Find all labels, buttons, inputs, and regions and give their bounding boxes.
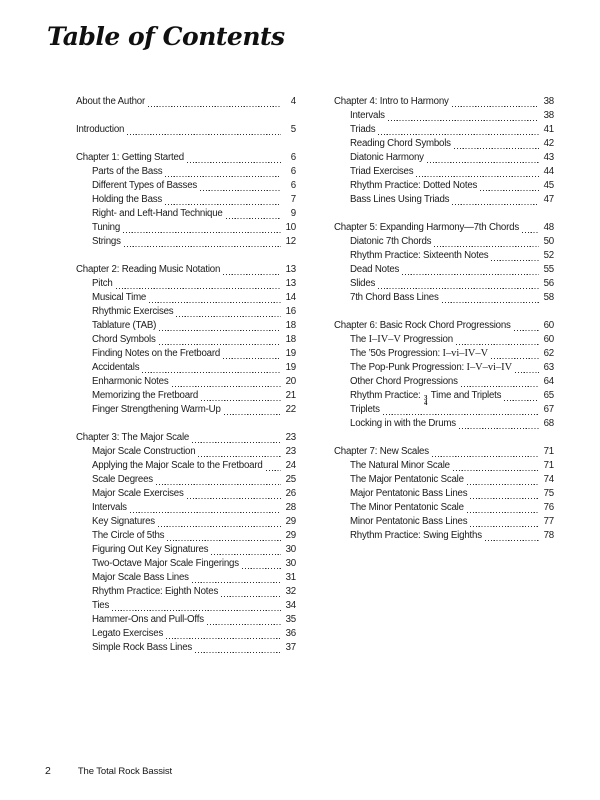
dot-leader [266,470,281,471]
dot-leader [158,526,281,527]
toc-chapter-entry [76,151,296,165]
footer-page-number: 2 [45,765,51,777]
dot-leader [522,232,539,233]
dot-leader [127,134,281,135]
toc-entry [76,193,296,207]
toc-entry-label: Other Chord Progressions [350,376,458,387]
toc-entry-label: Finger Strengthening Warm-Up [92,404,221,415]
toc-page-number: 71 [543,446,554,457]
toc-entry-label: Parts of the Bass [92,166,163,177]
toc-entry [334,515,554,529]
toc-entry [334,487,554,501]
toc-entry-label: Enharmonic Notes [92,376,169,387]
toc-page-number: 29 [285,530,296,541]
toc-entry-label: Tablature (TAB) [92,320,157,331]
toc-page-number: 19 [285,348,296,359]
toc-page-number: 41 [543,124,554,135]
toc-page-number: 12 [285,236,296,247]
toc-entry [76,627,296,641]
toc-entry-label [350,333,453,347]
toc-entry [334,459,554,473]
dot-leader [172,386,282,387]
toc-entry-label: Chapter 5: Expanding Harmony—7th Chords [334,222,519,233]
toc-page-number: 10 [285,222,296,233]
dot-leader [378,288,539,289]
toc-entry-label: The Circle of 5ths [92,530,165,541]
toc-entry-label: Intervals [350,110,385,121]
toc-entry-label-part: Rhythm Practice: [350,390,424,401]
dot-leader [452,204,539,205]
toc-page-number: 45 [543,180,554,191]
toc-entry-label: About the Author [76,96,145,107]
dot-leader [207,624,281,625]
toc-entry [76,305,296,319]
toc-page-number: 6 [290,166,296,177]
toc-page-number: 74 [543,474,554,485]
toc-group [76,263,296,417]
toc-entry [334,417,554,431]
toc-page-number: 58 [543,292,554,303]
toc-entry [334,263,554,277]
toc-entry-label: Legato Exercises [92,628,164,639]
toc-page-number: 18 [285,320,296,331]
dot-leader [198,456,281,457]
toc-page-number: 64 [543,376,554,387]
toc-page-number: 30 [285,558,296,569]
toc-page-number: 55 [543,264,554,275]
toc-entry-label-part: I–V–vi–IV [466,362,513,373]
toc-entry-label: Locking in with the Drums [350,418,456,429]
dot-leader [402,274,539,275]
toc-chapter-entry [76,123,296,137]
toc-chapter-entry [76,95,296,109]
dot-leader [192,582,281,583]
toc-column-left [76,95,296,669]
toc-entry [76,221,296,235]
toc-page-number: 7 [290,194,296,205]
toc-entry-label: The Minor Pentatonic Scale [350,502,464,513]
toc-entry-label: Chord Symbols [92,334,156,345]
toc-entry [76,487,296,501]
dot-leader [165,204,281,205]
toc-entry [76,333,296,347]
toc-page-number: 32 [285,586,296,597]
dot-leader [514,330,539,331]
toc-entry [334,375,554,389]
toc-entry-label: Bass Lines Using Triads [350,194,450,205]
toc-entry-label: Musical Time [92,292,147,303]
toc-entry-label-part: I–IV–V [368,334,401,345]
toc-entry-label: Triads [350,124,376,135]
toc-entry-label: 7th Chord Bass Lines [350,292,439,303]
toc-entry [76,515,296,529]
toc-entry-label: Holding the Bass [92,194,163,205]
dot-leader [211,554,281,555]
toc-entry [76,585,296,599]
toc-entry [334,165,554,179]
toc-page-number: 43 [543,152,554,163]
toc-entry-label: Rhythm Practice: Eighth Notes [92,586,219,597]
dot-leader [142,372,281,373]
toc-entry-label: Simple Rock Bass Lines [92,642,193,653]
toc-page-number: 77 [543,516,554,527]
dot-leader [112,610,281,611]
dot-leader [452,106,539,107]
toc-entry [76,445,296,459]
dot-leader [226,218,281,219]
toc-page-number: 67 [543,404,554,415]
page-footer [45,765,172,777]
dot-leader [515,372,539,373]
toc-page-number: 24 [285,460,296,471]
toc-entry-label-part: Time and Triplets [428,390,502,401]
toc-entry [76,291,296,305]
toc-group [76,123,296,137]
toc-page-number: 29 [285,516,296,527]
toc-entry-label-part: I–vi–IV–V [442,348,489,359]
toc-entry-label: Introduction [76,124,125,135]
toc-entry [76,613,296,627]
dot-leader [167,540,281,541]
toc-entry [334,333,554,347]
toc-page-number: 38 [543,110,554,121]
toc-page-number: 76 [543,502,554,513]
toc-entry [76,347,296,361]
toc-entry [334,123,554,137]
toc-page-number: 13 [285,264,296,275]
dot-leader [156,484,281,485]
dot-leader [123,232,281,233]
toc-entry [76,599,296,613]
toc-page-number: 35 [285,614,296,625]
toc-page-number: 26 [285,488,296,499]
toc-group [76,151,296,249]
toc-entry [334,249,554,263]
toc-entry [76,389,296,403]
toc-entry [76,459,296,473]
dot-leader [200,190,281,191]
dot-leader [124,246,281,247]
dot-leader [149,302,281,303]
dot-leader [442,302,539,303]
toc-entry-label: Ties [92,600,110,611]
toc-entry-label: Chapter 3: The Major Scale [76,432,190,443]
dot-leader [485,540,539,541]
toc-chapter-entry [76,263,296,277]
toc-columns [76,95,554,669]
toc-entry-label: The Major Pentatonic Scale [350,474,464,485]
toc-page-number: 9 [290,208,296,219]
toc-entry [76,277,296,291]
toc-entry-label: Hammer-Ons and Pull-Offs [92,614,204,625]
dot-leader [159,330,281,331]
toc-group [76,95,296,109]
dot-leader [187,498,281,499]
toc-page-number: 14 [285,292,296,303]
dot-leader [148,106,281,107]
toc-entry-label-part: Progression [400,334,453,345]
toc-entry [76,165,296,179]
toc-entry-label: The Natural Minor Scale [350,460,450,471]
toc-entry [76,179,296,193]
dot-leader [491,358,539,359]
dot-leader [416,176,539,177]
toc-page-number: 48 [543,222,554,233]
toc-group [334,319,554,431]
toc-entry-label: Chapter 6: Basic Rock Chord Progressions [334,320,511,331]
toc-entry-label [350,361,512,375]
toc-entry-label: Chapter 4: Intro to Harmony [334,96,449,107]
toc-page-number: 28 [285,502,296,513]
toc-page-number: 52 [543,250,554,261]
dot-leader [223,358,281,359]
toc-entry-label: Tuning [92,222,121,233]
page-title: Table of Contents [47,22,285,51]
toc-entry-label: Major Scale Exercises [92,488,184,499]
dot-leader [176,316,281,317]
dot-leader [166,638,281,639]
toc-page-number: 34 [285,600,296,611]
toc-entry [334,137,554,151]
toc-entry-label: Triad Exercises [350,166,414,177]
toc-page-number: 6 [290,180,296,191]
toc-page-number: 44 [543,166,554,177]
toc-entry-label: Rhythm Practice: Swing Eighths [350,530,482,541]
toc-entry-label: Diatonic Harmony [350,152,424,163]
toc-entry [76,361,296,375]
toc-entry-label: Reading Chord Symbols [350,138,451,149]
toc-group [76,431,296,655]
toc-entry [334,179,554,193]
toc-page-number: 31 [285,572,296,583]
toc-page-number: 56 [543,278,554,289]
toc-entry-label: Intervals [92,502,127,513]
toc-page-number: 60 [543,320,554,331]
toc-page-number: 38 [543,96,554,107]
dot-leader [491,260,539,261]
toc-page-number: 5 [290,124,296,135]
footer-book-title: The Total Rock Bassist [77,766,173,777]
dot-leader [224,414,281,415]
toc-entry-label: Key Signatures [92,516,155,527]
toc-entry [76,529,296,543]
dot-leader [432,456,539,457]
toc-entry [334,277,554,291]
fraction-denominator: 4 [424,400,428,408]
toc-entry-label-part: The [350,334,369,345]
toc-page-number: 25 [285,474,296,485]
toc-entry-label: Right- and Left-Hand Technique [92,208,223,219]
toc-entry [334,151,554,165]
dot-leader [454,148,539,149]
dot-leader [467,512,539,513]
toc-column-right [334,95,554,669]
toc-page-number: 60 [543,334,554,345]
toc-page-number: 4 [290,96,296,107]
toc-entry [334,529,554,543]
toc-page-number: 71 [543,460,554,471]
toc-entry-label: Major Scale Construction [92,446,196,457]
toc-page-number: 21 [285,390,296,401]
toc-entry-label: Major Scale Bass Lines [92,572,189,583]
toc-entry-label: Applying the Major Scale to the Fretboard [92,460,263,471]
toc-group [334,95,554,207]
toc-entry-label: Rhythmic Exercises [92,306,174,317]
toc-page-number: 65 [543,390,554,401]
toc-entry-label: Different Types of Basses [92,180,198,191]
dot-leader [456,344,539,345]
toc-entry-label: Chapter 1: Getting Started [76,152,184,163]
toc-entry [334,389,554,408]
toc-page-number: 20 [285,376,296,387]
dot-leader [504,400,539,401]
toc-entry [76,403,296,417]
toc-entry [76,235,296,249]
toc-entry [76,207,296,221]
toc-entry [334,501,554,515]
toc-group [334,221,554,305]
toc-entry-label: Triplets [350,404,380,415]
fraction-numerator: 3 [424,395,428,402]
toc-page-number: 75 [543,488,554,499]
dot-leader [223,274,281,275]
toc-entry [334,347,554,361]
dot-leader [187,162,281,163]
toc-page-number: 23 [285,432,296,443]
dot-leader [480,190,539,191]
toc-entry-label: Memorizing the Fretboard [92,390,199,401]
toc-page-number: 68 [543,418,554,429]
toc-page-number: 62 [543,348,554,359]
toc-entry [76,571,296,585]
dot-leader [116,288,281,289]
toc-entry [76,501,296,515]
toc-entry [76,473,296,487]
toc-page-number: 19 [285,362,296,373]
toc-page-number: 30 [285,544,296,555]
toc-page-number: 50 [543,236,554,247]
toc-chapter-entry [334,319,554,333]
toc-entry-label: Rhythm Practice: Dotted Notes [350,180,478,191]
toc-entry-label: Diatonic 7th Chords [350,236,432,247]
toc-page-number: 63 [543,362,554,373]
toc-entry [334,361,554,375]
toc-chapter-entry [334,445,554,459]
dot-leader [378,134,539,135]
toc-entry [334,291,554,305]
toc-page-number: 23 [285,446,296,457]
dot-leader [470,498,539,499]
dot-leader [427,162,539,163]
toc-page-number: 6 [290,152,296,163]
dot-leader [383,414,539,415]
toc-entry [334,109,554,123]
dot-leader [201,400,281,401]
toc-entry-label: Pitch [92,278,113,289]
toc-page-number: 13 [285,278,296,289]
toc-entry-label: Scale Degrees [92,474,153,485]
toc-entry-label: Rhythm Practice: Sixteenth Notes [350,250,489,261]
toc-chapter-entry [76,431,296,445]
dot-leader [165,176,281,177]
dot-leader [195,652,281,653]
toc-entry [76,375,296,389]
toc-entry-label: Chapter 7: New Scales [334,446,429,457]
toc-entry [76,557,296,571]
dot-leader [467,484,539,485]
toc-entry-label: Finding Notes on the Fretboard [92,348,221,359]
dot-leader [130,512,281,513]
toc-group [334,445,554,543]
toc-page-number: 37 [285,642,296,653]
toc-entry [334,193,554,207]
toc-entry-label: Major Pentatonic Bass Lines [350,488,468,499]
toc-page-number: 22 [285,404,296,415]
toc-entry-label: Two-Octave Major Scale Fingerings [92,558,239,569]
dot-leader [453,470,539,471]
toc-page-number: 47 [543,194,554,205]
dot-leader [470,526,539,527]
toc-entry [334,235,554,249]
toc-entry-label-part: The ’50s Progression: [350,348,443,359]
dot-leader [434,246,539,247]
toc-entry-label [350,347,488,361]
toc-entry-label: Figuring Out Key Signatures [92,544,209,555]
dot-leader [388,120,539,121]
dot-leader [459,428,539,429]
toc-entry-label: Strings [92,236,121,247]
toc-page-number: 78 [543,530,554,541]
toc-entry [76,641,296,655]
toc-page-number: 42 [543,138,554,149]
dot-leader [461,386,539,387]
dot-leader [221,596,281,597]
toc-entry [76,543,296,557]
dot-leader [159,344,281,345]
toc-entry [334,473,554,487]
toc-entry-label-part: The Pop-Punk Progression: [350,362,467,373]
toc-chapter-entry [334,95,554,109]
toc-entry-label: Chapter 2: Reading Music Notation [76,264,221,275]
toc-chapter-entry [334,221,554,235]
toc-entry-label: Slides [350,278,376,289]
toc-entry-label: Dead Notes [350,264,400,275]
toc-entry-label: Minor Pentatonic Bass Lines [350,516,468,527]
dot-leader [242,568,281,569]
toc-entry [76,319,296,333]
toc-page-number: 18 [285,334,296,345]
toc-page-number: 36 [285,628,296,639]
toc-entry-label: Accidentals [92,362,140,373]
toc-page-number: 16 [285,306,296,317]
dot-leader [192,442,281,443]
